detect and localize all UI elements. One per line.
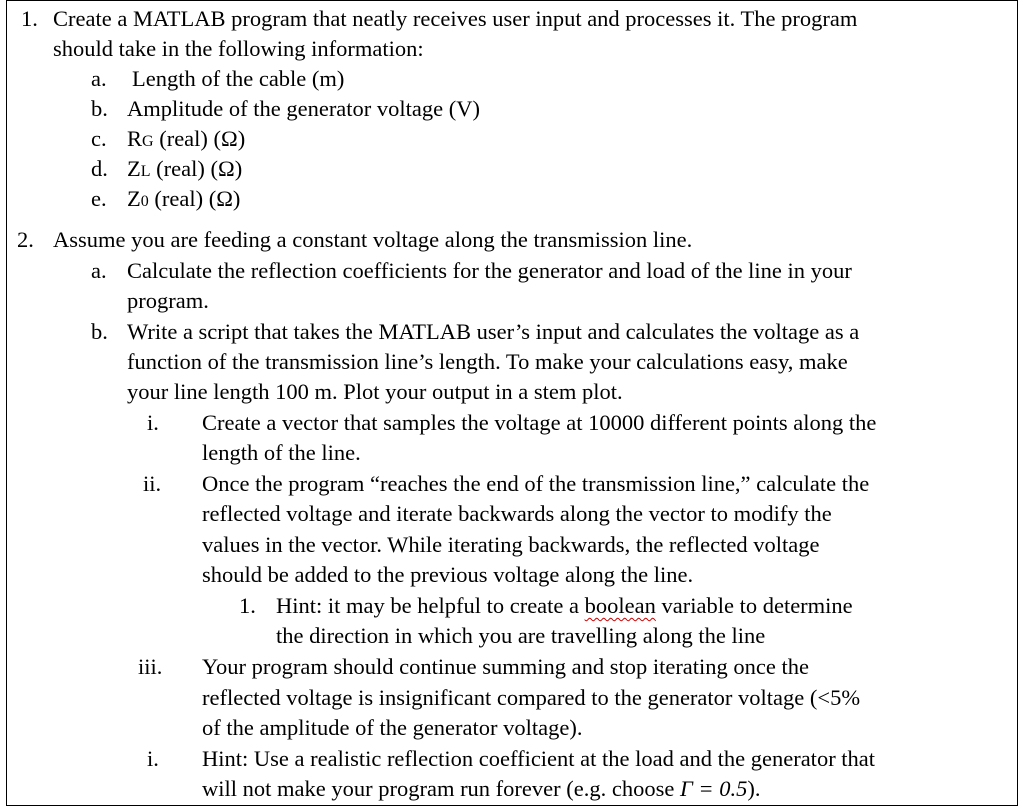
q2b-ii-line-4: should be added to the previous voltage along the line. — [202, 562, 694, 587]
z0-symbol: Z — [127, 186, 141, 211]
q1-item-d-marker: d. — [91, 156, 108, 181]
q1-item-c — [127, 124, 245, 157]
final-hint-line-1: Hint: Use a realistic reflection coefficient at the load and the generator that — [202, 746, 876, 771]
boolean-word: boolean — [584, 593, 656, 618]
q1-item-b: Amplitude of the generator voltage (V) — [127, 96, 481, 121]
q1-item-d — [127, 154, 242, 187]
zl-rest: (real) (Ω) — [150, 156, 243, 181]
hint-1-pre: Hint: it may be helpful to create a — [276, 593, 585, 618]
zl-symbol: Z — [127, 156, 141, 181]
hint-1-line-2: the direction in which you are travelling along the line — [276, 623, 766, 648]
q2-number: 2. — [17, 227, 34, 252]
final-hint-line-2 — [202, 774, 760, 804]
q1-item-a-marker: a. — [91, 66, 107, 91]
q2b-ii-line-2: reflected voltage and iterate backwards along the vector to modify the — [202, 501, 832, 526]
z0-subscript: 0 — [140, 193, 149, 210]
q2b-line-2: function of the transmission line’s length. To make your calculations easy, make — [127, 349, 848, 374]
q2b-ii-marker: ii. — [143, 471, 162, 496]
q1-item-b-marker: b. — [91, 96, 108, 121]
q2b-ii-line-3: values in the vector. While iterating backwards, the reflected voltage — [202, 532, 820, 557]
q1-item-e — [127, 184, 240, 217]
q1-item-e-marker: e. — [91, 186, 107, 211]
rg-symbol: R — [127, 126, 143, 151]
q1-line-2: should take in the following information: — [53, 36, 424, 61]
q1-item-c-marker: c. — [91, 126, 107, 151]
q1-item-a: Length of the cable (m) — [132, 66, 345, 91]
hint-1-marker: 1. — [239, 593, 256, 618]
hint-1-post: variable to determine — [655, 593, 853, 618]
final-hint-post: ). — [747, 776, 761, 801]
question-box — [6, 0, 1018, 806]
gamma-expression: Γ = 0.5 — [679, 776, 748, 801]
hint-1-line-1 — [276, 591, 853, 621]
q2b-ii-line-1: Once the program “reaches the end of the transmission line,” calculate the — [202, 471, 870, 496]
q1-line-1: Create a MATLAB program that neatly receives user input and processes it. The program — [53, 6, 858, 31]
q2b-marker: b. — [91, 319, 108, 344]
q2b-i-marker: i. — [147, 410, 159, 435]
q2b-i-line-2: length of the line. — [202, 440, 361, 465]
rg-subscript: G — [142, 133, 154, 150]
q1-number: 1. — [21, 6, 38, 31]
rg-rest: (real) (Ω) — [153, 126, 246, 151]
q2b-iii-line-1: Your program should continue summing and stop iterating once the — [202, 654, 810, 679]
q2b-iii-marker: iii. — [138, 654, 163, 679]
q2b-iii-line-2: reflected voltage is insignificant compared to the generator voltage (<5% — [202, 685, 861, 710]
q2a-line-2: program. — [127, 288, 209, 313]
q2b-iii-line-3: of the amplitude of the generator voltage). — [202, 715, 583, 740]
final-hint-marker: i. — [147, 746, 159, 771]
q2a-line-1: Calculate the reflection coefficients for the generator and load of the line in your — [127, 258, 852, 283]
q2a-marker: a. — [91, 258, 107, 283]
final-hint-pre: will not make your program run forever (e.g. choose — [202, 776, 680, 801]
q2b-line-1: Write a script that takes the MATLAB user’s input and calculates the voltage as a — [127, 319, 860, 344]
zl-subscript: L — [140, 163, 151, 180]
q2-line-1: Assume you are feeding a constant voltage along the transmission line. — [53, 227, 693, 252]
q2b-i-line-1: Create a vector that samples the voltage at 10000 different points along the — [202, 410, 877, 435]
z0-rest: (real) (Ω) — [148, 186, 241, 211]
q2b-line-3: your line length 100 m. Plot your output in a stem plot. — [127, 379, 623, 404]
